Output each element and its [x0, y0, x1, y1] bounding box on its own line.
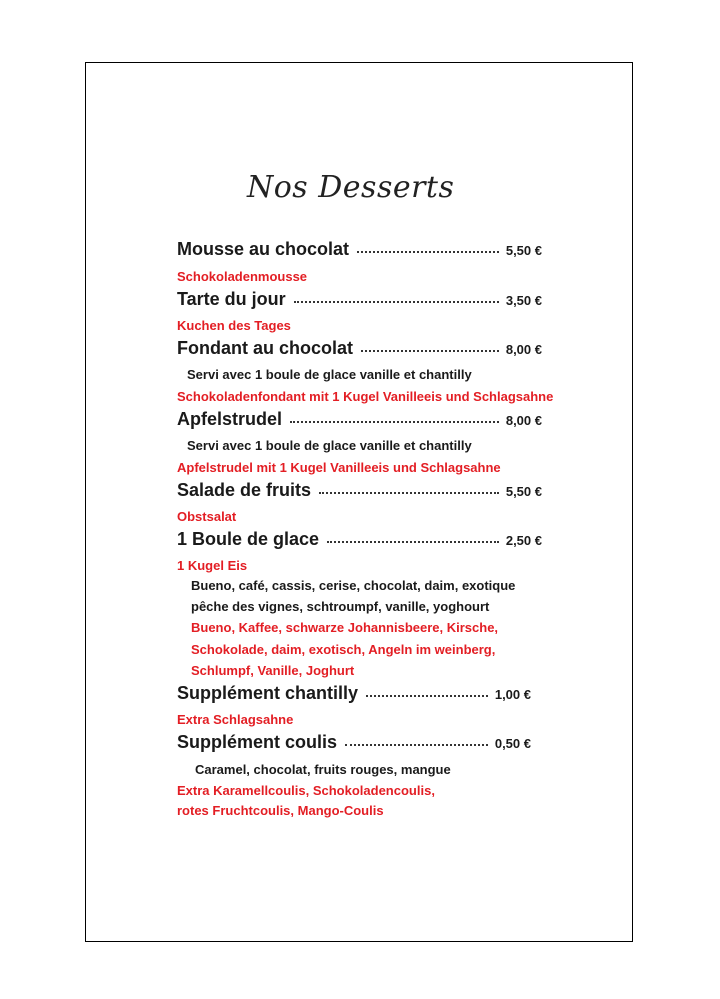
item-price: 8,00 €: [505, 413, 542, 428]
menu-item-tarte: [177, 289, 542, 310]
item-price: 1,00 €: [494, 687, 531, 702]
item-name: Mousse au chocolat: [177, 239, 350, 259]
menu-item-apfelstrudel: [177, 409, 542, 430]
menu-item-coulis: [177, 732, 531, 753]
item-name: Supplément chantilly: [177, 683, 359, 703]
item-translation: 1 Kugel Eis: [177, 558, 248, 573]
item-translation: Extra Schlagsahne: [177, 712, 294, 727]
item-name: Tarte du jour: [177, 289, 286, 309]
item-translation: Kuchen des Tages: [177, 318, 291, 333]
item-description: Servi avec 1 boule de glace vanille et chantilly: [187, 438, 472, 453]
item-translation: Extra Karamellcoulis, Schokoladencoulis,: [177, 783, 435, 798]
item-description: Servi avec 1 boule de glace vanille et chantilly: [187, 367, 472, 382]
menu-item-chantilly: [177, 683, 531, 704]
item-translation: Apfelstrudel mit 1 Kugel Vanilleeis und Schlagsahne: [177, 460, 501, 475]
item-name: Fondant au chocolat: [177, 338, 354, 358]
item-price: 5,50 €: [505, 484, 542, 499]
menu-item-salade: [177, 480, 542, 501]
leader-dots: [361, 350, 499, 352]
item-translation: Schokoladenfondant mit 1 Kugel Vanilleeis und Schlagsahne: [177, 389, 554, 404]
leader-dots: [327, 541, 499, 543]
item-price: 0,50 €: [494, 736, 531, 751]
item-name: Salade de fruits: [177, 480, 312, 500]
flavours-de-line: Schokolade, daim, exotisch, Angeln im weinberg,: [191, 642, 496, 657]
item-translation: Obstsalat: [177, 509, 237, 524]
item-name: Supplément coulis: [177, 732, 338, 752]
item-price: 5,50 €: [505, 243, 542, 258]
leader-dots: [345, 744, 488, 746]
leader-dots: [294, 301, 499, 303]
item-price: 3,50 €: [505, 293, 542, 308]
leader-dots: [357, 251, 499, 253]
flavours-fr-line: pêche des vignes, schtroumpf, vanille, yoghourt: [191, 599, 490, 614]
item-name: Apfelstrudel: [177, 409, 283, 429]
menu-item-fondant: [177, 338, 542, 359]
item-description: Caramel, chocolat, fruits rouges, mangue: [195, 762, 451, 777]
menu-item-mousse: [177, 239, 542, 260]
item-translation: rotes Fruchtcoulis, Mango-Coulis: [177, 803, 384, 818]
item-price: 2,50 €: [505, 533, 542, 548]
menu-item-glace: [177, 529, 542, 550]
flavours-de-line: Schlumpf, Vanille, Joghurt: [191, 663, 355, 678]
item-translation: Schokoladenmousse: [177, 269, 308, 284]
flavours-fr-line: Bueno, café, cassis, cerise, chocolat, daim, exotique: [191, 578, 516, 593]
leader-dots: [319, 492, 499, 494]
menu-title: Nos Desserts: [247, 170, 455, 205]
leader-dots: [290, 421, 499, 423]
leader-dots: [366, 695, 488, 697]
item-name: 1 Boule de glace: [177, 529, 320, 549]
item-price: 8,00 €: [505, 342, 542, 357]
flavours-de-line: Bueno, Kaffee, schwarze Johannisbeere, Kirsche,: [191, 620, 499, 635]
